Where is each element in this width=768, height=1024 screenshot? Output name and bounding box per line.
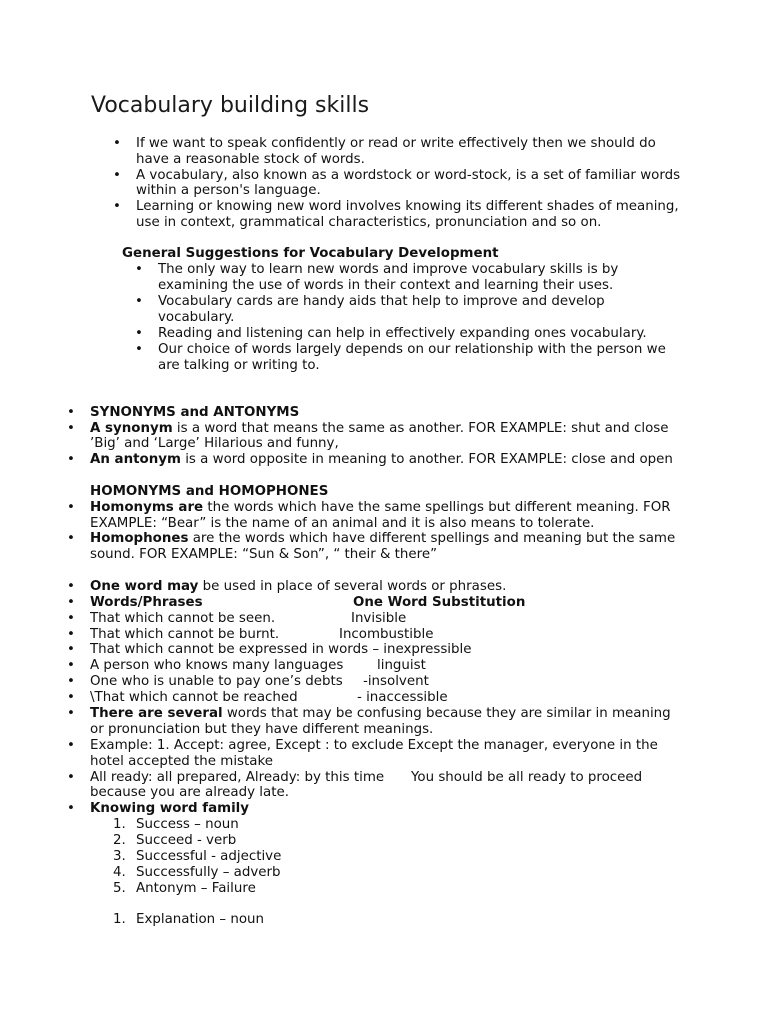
general-line: The only way to learn new words and improve vocabulary skills is by	[158, 262, 619, 277]
homophone-line: Homophones are the words which have different spellings and meaning but the same	[90, 531, 676, 546]
list-number: 4.	[113, 865, 126, 880]
list-number: 1.	[113, 912, 126, 927]
section-heading: SYNONYMS and ANTONYMS	[90, 405, 300, 420]
synonym-line: A synonym is a word that means the same as another. FOR EXAMPLE: shut and close	[90, 421, 669, 436]
example-line: All ready: all prepared, Already: by this time	[90, 770, 385, 785]
bullet	[67, 738, 75, 754]
confusing-line: There are several words that may be confusing because they are similar in meaning	[90, 706, 671, 721]
phrase: That which cannot be burnt.	[90, 627, 280, 642]
general-line: Our choice of words largely depends on our relationship with the person we	[158, 342, 666, 357]
general-line: are talking or writing to.	[158, 358, 320, 373]
phrase: That which cannot be seen.	[90, 611, 276, 626]
bullet	[135, 294, 143, 310]
bullet	[113, 199, 121, 215]
general-line: vocabulary.	[158, 310, 235, 325]
list-item: Successful - adjective	[136, 849, 282, 864]
substitution: - inaccessible	[357, 690, 448, 705]
section-heading: General Suggestions for Vocabulary Development	[122, 246, 499, 261]
list-item: Succeed - verb	[136, 833, 237, 848]
list-item: Successfully – adverb	[136, 865, 281, 880]
substitution: Invisible	[351, 611, 407, 626]
bullet	[67, 452, 75, 468]
list-item: Antonym – Failure	[136, 881, 256, 896]
bullet	[67, 579, 75, 595]
example-line: because you are already late.	[90, 785, 289, 800]
general-line: examining the use of words in their context and learning their uses.	[158, 278, 614, 293]
homophone-line: sound. FOR EXAMPLE: “Sun & Son”, “ their & there”	[90, 547, 438, 562]
section-heading: Knowing word family	[90, 801, 249, 816]
substitution: -insolvent	[363, 674, 429, 689]
intro-line: A vocabulary, also known as a wordstock or word-stock, is a set of familiar words	[136, 168, 681, 183]
bullet	[135, 342, 143, 358]
list-number: 5.	[113, 881, 126, 896]
intro-line: use in context, grammatical characteristics, pronunciation and so on.	[136, 215, 602, 230]
phrase: That which cannot be expressed in words – inexpressible	[90, 642, 472, 657]
phrase: \That which cannot be reached	[90, 690, 298, 705]
bullet	[135, 326, 143, 342]
example-line: Example: 1. Accept: agree, Except : to exclude Except the manager, everyone in the	[90, 738, 658, 753]
bullet	[67, 611, 75, 627]
phrase: A person who knows many languages	[90, 658, 344, 673]
list-number: 1.	[113, 817, 126, 832]
substitution: Incombustible	[339, 627, 434, 642]
column-header: Words/Phrases	[90, 595, 203, 610]
bullet	[135, 262, 143, 278]
bullet	[67, 658, 75, 674]
bullet	[67, 706, 75, 722]
substitution: linguist	[377, 658, 426, 673]
page-title: Vocabulary building skills	[91, 93, 370, 118]
intro-line: If we want to speak confidently or read or write effectively then we should do	[136, 136, 656, 151]
bullet	[67, 674, 75, 690]
bullet	[67, 770, 75, 786]
general-line: Reading and listening can help in effectively expanding ones vocabulary.	[158, 326, 647, 341]
antonym-line: An antonym is a word opposite in meaning to another. FOR EXAMPLE: close and open	[90, 452, 673, 467]
bullet	[67, 595, 75, 611]
list-number: 2.	[113, 833, 126, 848]
bullet	[67, 627, 75, 643]
column-header: One Word Substitution	[353, 595, 526, 610]
bullet	[67, 690, 75, 706]
homonym-line: EXAMPLE: “Bear” is the name of an animal and it is also means to tolerate.	[90, 516, 595, 531]
one-word-intro: One word may be used in place of several words or phrases.	[90, 579, 507, 594]
list-item: Success – noun	[136, 817, 239, 832]
confusing-line: or pronunciation but they have different meanings.	[90, 722, 434, 737]
bullet	[67, 421, 75, 437]
intro-line: Learning or knowing new word involves knowing its different shades of meaning,	[136, 199, 679, 214]
homonym-line: Homonyms are the words which have the same spellings but different meaning. FOR	[90, 500, 671, 515]
example-line: You should be all ready to proceed	[411, 770, 643, 785]
bullet	[113, 136, 121, 152]
phrase: One who is unable to pay one’s debts	[90, 674, 343, 689]
bullet	[113, 168, 121, 184]
bullet	[67, 500, 75, 516]
bullet	[67, 642, 75, 658]
intro-line: within a person's language.	[136, 183, 321, 198]
section-heading: HOMONYMS and HOMOPHONES	[90, 484, 329, 499]
general-line: Vocabulary cards are handy aids that help to improve and develop	[158, 294, 605, 309]
list-item: Explanation – noun	[136, 912, 265, 927]
list-number: 3.	[113, 849, 126, 864]
synonym-line: ’Big’ and ‘Large’ Hilarious and funny,	[90, 436, 339, 451]
bullet	[67, 801, 75, 817]
bullet	[67, 405, 75, 421]
example-line: hotel accepted the mistake	[90, 754, 274, 769]
bullet	[67, 531, 75, 547]
intro-line: have a reasonable stock of words.	[136, 152, 365, 167]
